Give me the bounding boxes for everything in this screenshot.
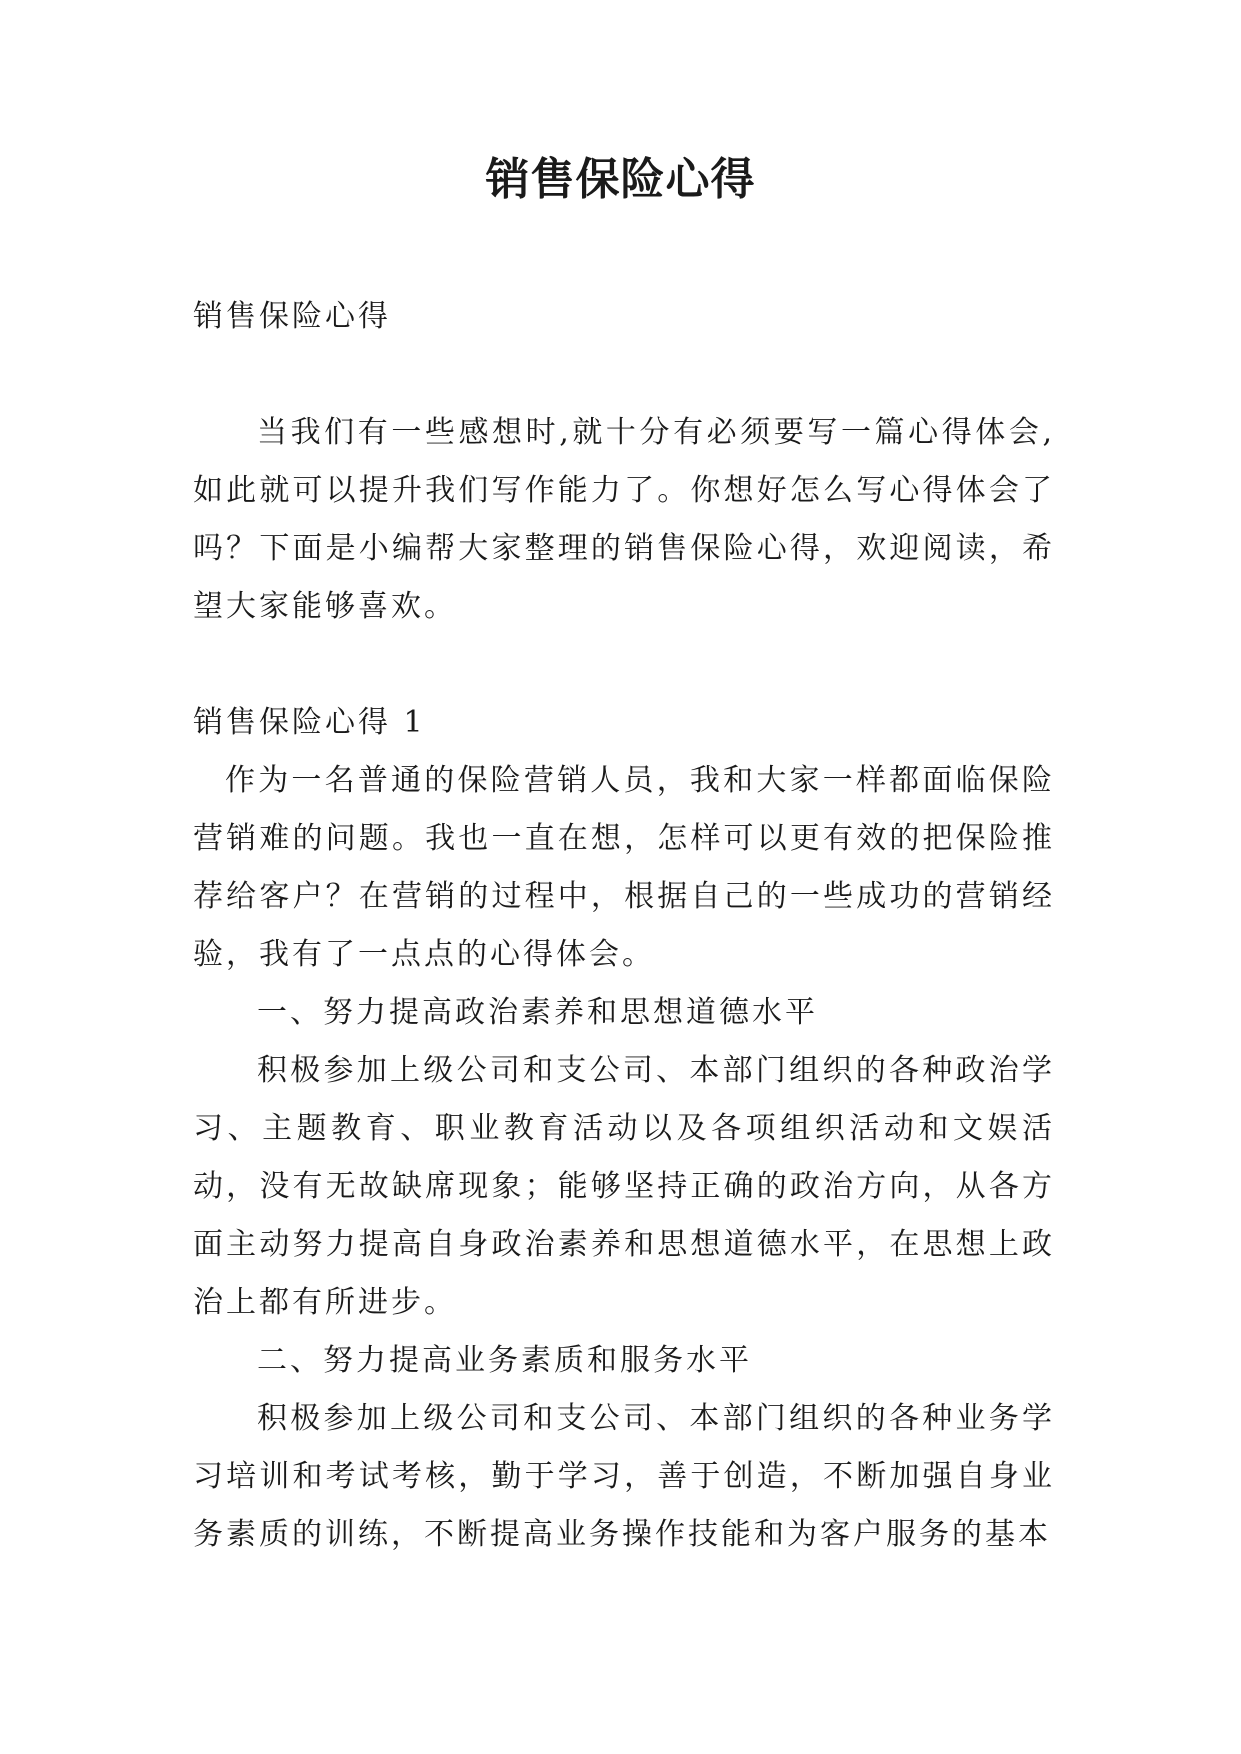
document-body	[193, 288, 1055, 1564]
point-heading: 一、努力提高政治素养和思想道德水平	[257, 995, 818, 1030]
point-paragraph: 积极参加上级公司和支公司、本部门组织的各种业务学习培训和考试考核，勤于学习，善于创造，不断加强自身业务素质的训练，不断提高业务操作技能和为客户服务的基本	[193, 1401, 1055, 1552]
section-paragraph: 作为一名普通的保险营销人员，我和大家一样都面临保险营销难的问题。我也一直在想，怎样可以更有效的把保险推荐给客户？在营销的过程中，根据自己的一些成功的营销经验，我有了一点点的心得体会。	[193, 763, 1055, 972]
point-paragraph: 积极参加上级公司和支公司、本部门组织的各种政治学习、主题教育、职业教育活动以及各项组织活动和文娱活动，没有无故缺席现象；能够坚持正确的政治方向，从各方面主动努力提高自身政治素养和思想道德水平，在思想上政治上都有所进步。	[193, 1053, 1055, 1320]
point-heading: 二、努力提高业务素质和服务水平	[257, 1343, 752, 1378]
document-subtitle: 销售保险心得	[193, 299, 391, 334]
section-heading: 销售保险心得 1	[193, 705, 426, 740]
intro-paragraph: 当我们有一些感想时,就十分有必须要写一篇心得体会,如此就可以提升我们写作能力了。你想好怎么写心得体会了吗？下面是小编帮大家整理的销售保险心得，欢迎阅读，希望大家能够喜欢。	[193, 415, 1055, 624]
document-title: 销售保险心得	[485, 154, 756, 205]
